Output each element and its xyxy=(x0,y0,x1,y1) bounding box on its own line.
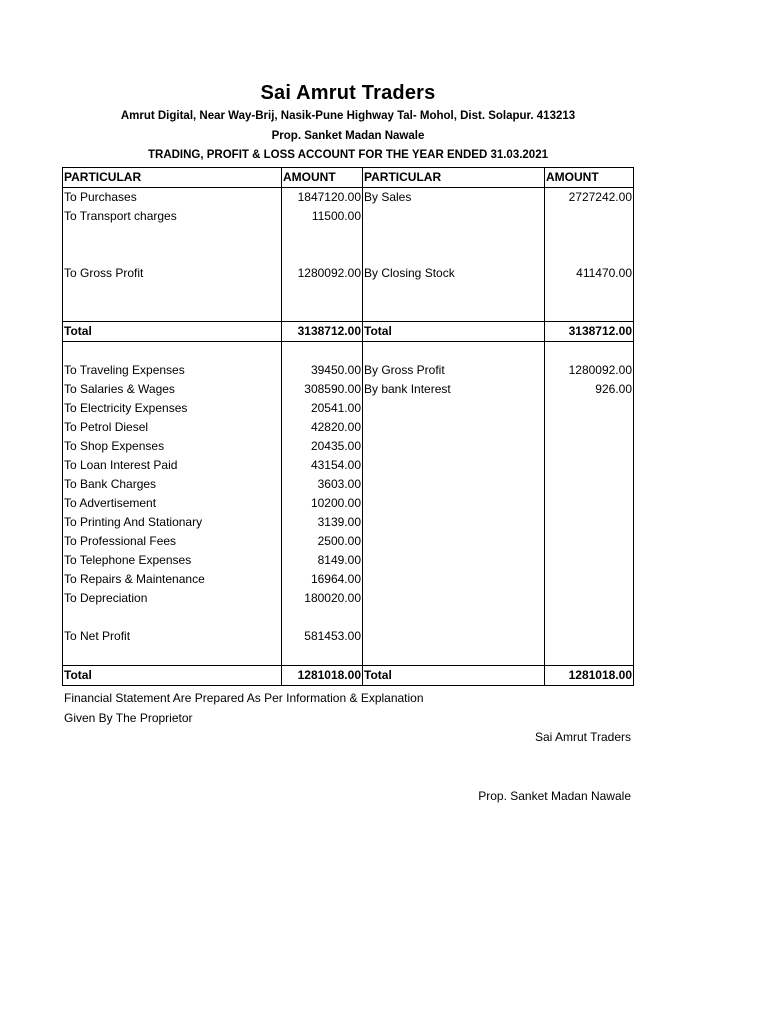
amount-cell: 11500.00 xyxy=(282,207,363,226)
amount-cell: 1847120.00 xyxy=(282,188,363,208)
table-row xyxy=(63,627,634,646)
amount-cell: 8149.00 xyxy=(282,551,363,570)
amount-cell: 1280092.00 xyxy=(545,361,634,380)
total-amount: 1281018.00 xyxy=(545,666,634,686)
amount-cell: 3603.00 xyxy=(282,475,363,494)
spacer-row xyxy=(63,283,634,302)
table-row xyxy=(63,380,634,399)
particular-cell xyxy=(363,207,545,226)
total-amount: 3138712.00 xyxy=(545,322,634,342)
particular-cell: To Depreciation xyxy=(63,589,282,608)
particular-cell: To Telephone Expenses xyxy=(63,551,282,570)
amount-cell: 2727242.00 xyxy=(545,188,634,208)
column-header: AMOUNT xyxy=(545,168,634,188)
amount-cell: 43154.00 xyxy=(282,456,363,475)
signature-company: Sai Amrut Traders xyxy=(534,730,631,744)
footer-note-line2: Given By The Proprietor xyxy=(64,711,193,725)
amount-cell: 20435.00 xyxy=(282,437,363,456)
table-row xyxy=(63,361,634,380)
total-label: Total xyxy=(363,322,545,342)
proprietor-line: Prop. Sanket Madan Nawale xyxy=(271,130,425,142)
table-header-row xyxy=(63,168,634,188)
amount-cell: 10200.00 xyxy=(282,494,363,513)
table-row xyxy=(63,399,634,418)
table-row xyxy=(63,437,634,456)
amount-cell: 20541.00 xyxy=(282,399,363,418)
amount-cell: 42820.00 xyxy=(282,418,363,437)
table-row xyxy=(63,207,634,226)
particular-cell: By bank Interest xyxy=(363,380,545,399)
particular-cell: To Purchases xyxy=(63,188,282,208)
spacer-row xyxy=(63,342,634,362)
amount-cell: 180020.00 xyxy=(282,589,363,608)
particular-cell: To Salaries & Wages xyxy=(63,380,282,399)
particular-cell: To Traveling Expenses xyxy=(63,361,282,380)
particular-cell: By Sales xyxy=(363,188,545,208)
particular-cell: To Bank Charges xyxy=(63,475,282,494)
footer-note-line1: Financial Statement Are Prepared As Per Information & Explanation xyxy=(64,691,424,705)
particular-cell: To Repairs & Maintenance xyxy=(63,570,282,589)
column-header: PARTICULAR xyxy=(363,168,545,188)
table-row xyxy=(63,551,634,570)
particular-cell: To Professional Fees xyxy=(63,532,282,551)
particular-cell: By Closing Stock xyxy=(363,264,545,283)
pl-total-row xyxy=(63,666,634,686)
particular-cell: To Advertisement xyxy=(63,494,282,513)
amount-cell: 308590.00 xyxy=(282,380,363,399)
table-row xyxy=(63,188,634,208)
amount-cell: 16964.00 xyxy=(282,570,363,589)
trading-total-row xyxy=(63,322,634,342)
company-title: Sai Amrut Traders xyxy=(260,82,436,104)
account-table xyxy=(62,167,634,686)
particular-cell: To Loan Interest Paid xyxy=(63,456,282,475)
spacer-row xyxy=(63,226,634,245)
particular-cell: To Electricity Expenses xyxy=(63,399,282,418)
total-amount: 3138712.00 xyxy=(282,322,363,342)
table-row xyxy=(63,264,634,283)
amount-cell: 411470.00 xyxy=(545,264,634,283)
particular-cell: To Gross Profit xyxy=(63,264,282,283)
amount-cell xyxy=(545,207,634,226)
spacer-row xyxy=(63,608,634,627)
particular-cell: To Petrol Diesel xyxy=(63,418,282,437)
particular-cell: To Shop Expenses xyxy=(63,437,282,456)
statement-title: TRADING, PROFIT & LOSS ACCOUNT FOR THE YEAR ENDED 31.03.2021 xyxy=(147,149,548,161)
table-row xyxy=(63,570,634,589)
column-header: PARTICULAR xyxy=(63,168,282,188)
amount-cell: 926.00 xyxy=(545,380,634,399)
table-row xyxy=(63,456,634,475)
spacer-row xyxy=(63,302,634,322)
particular-cell: To Printing And Stationary xyxy=(63,513,282,532)
table-row xyxy=(63,589,634,608)
table-row xyxy=(63,532,634,551)
particular-cell: By Gross Profit xyxy=(363,361,545,380)
signature-proprietor: Prop. Sanket Madan Nawale xyxy=(478,789,631,803)
spacer-row xyxy=(63,245,634,264)
company-address: Amrut Digital, Near Way-Brij, Nasik-Pune Highway Tal- Mohol, Dist. Solapur. 413213 xyxy=(120,110,576,122)
amount-cell: 2500.00 xyxy=(282,532,363,551)
table-row xyxy=(63,494,634,513)
amount-cell: 39450.00 xyxy=(282,361,363,380)
total-label: Total xyxy=(363,666,545,686)
column-header: AMOUNT xyxy=(282,168,363,188)
amount-cell: 1280092.00 xyxy=(282,264,363,283)
particular-cell: To Net Profit xyxy=(63,627,282,646)
table-row xyxy=(63,513,634,532)
amount-cell: 581453.00 xyxy=(282,627,363,646)
total-amount: 1281018.00 xyxy=(282,666,363,686)
spacer-row xyxy=(63,646,634,666)
particular-cell: To Transport charges xyxy=(63,207,282,226)
amount-cell: 3139.00 xyxy=(282,513,363,532)
total-label: Total xyxy=(63,322,282,342)
table-row xyxy=(63,475,634,494)
table-row xyxy=(63,418,634,437)
total-label: Total xyxy=(63,666,282,686)
